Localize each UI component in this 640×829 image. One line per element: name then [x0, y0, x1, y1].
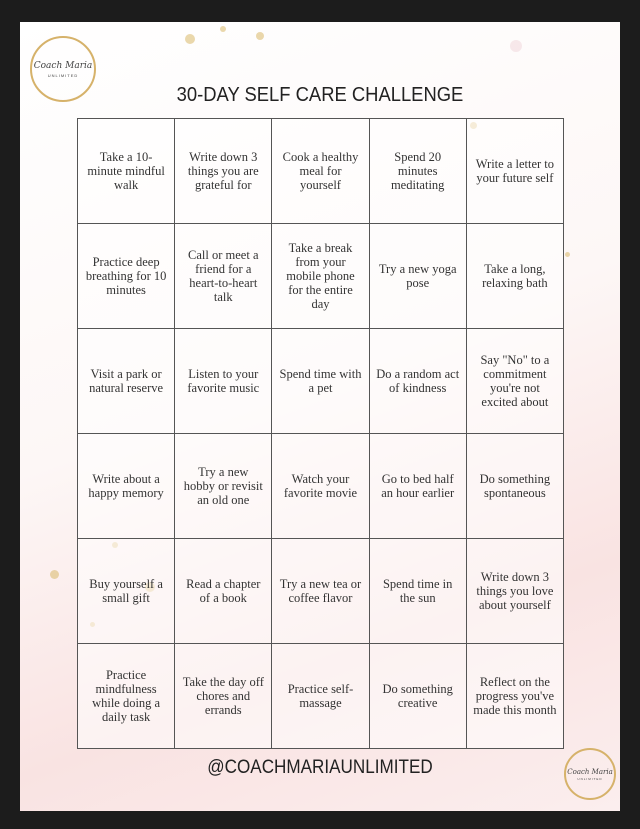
- logo-script-text: Coach Maria: [567, 767, 613, 776]
- challenge-cell: Buy yourself a small gift: [78, 539, 175, 644]
- challenge-cell: Read a chapter of a book: [175, 539, 272, 644]
- challenge-cell: Try a new tea or coffee flavor: [272, 539, 369, 644]
- logo-sub-text: UNLIMITED: [577, 776, 603, 781]
- challenge-cell: Say "No" to a commitment you're not excited about: [467, 329, 564, 434]
- challenge-cell: Try a new hobby or revisit an old one: [175, 434, 272, 539]
- challenge-cell: Take a long, relaxing bath: [467, 224, 564, 329]
- glitter-decoration: [510, 40, 522, 52]
- challenge-cell: Practice deep breathing for 10 minutes: [78, 224, 175, 329]
- page-title: 30-DAY SELF CARE CHALLENGE: [176, 84, 464, 106]
- logo-sub-text: UNLIMITED: [47, 72, 79, 78]
- challenge-cell: Take the day off chores and errands: [175, 644, 272, 749]
- challenge-cell: Spend time in the sun: [370, 539, 467, 644]
- glitter-decoration: [220, 26, 226, 32]
- challenge-cell: Visit a park or natural reserve: [78, 329, 175, 434]
- challenge-cell: Reflect on the progress you've made this month: [467, 644, 564, 749]
- challenge-cell: Go to bed half an hour earlier: [370, 434, 467, 539]
- challenge-sheet: [20, 22, 620, 811]
- challenge-cell: Take a break from your mobile phone for the entire day: [272, 224, 369, 329]
- challenge-cell: Write about a happy memory: [78, 434, 175, 539]
- brand-logo-small: [564, 748, 616, 800]
- challenge-cell: Write down 3 things you love about yourself: [467, 539, 564, 644]
- glitter-decoration: [565, 252, 570, 257]
- challenge-cell: Do something creative: [370, 644, 467, 749]
- challenge-cell: Write a letter to your future self: [467, 119, 564, 224]
- glitter-decoration: [256, 32, 264, 40]
- challenge-cell: Listen to your favorite music: [175, 329, 272, 434]
- challenge-cell: Watch your favorite movie: [272, 434, 369, 539]
- challenge-cell: Spend time with a pet: [272, 329, 369, 434]
- challenge-cell: Call or meet a friend for a heart-to-heart talk: [175, 224, 272, 329]
- challenge-grid: [77, 118, 564, 749]
- challenge-cell: Do a random act of kindness: [370, 329, 467, 434]
- challenge-cell: Take a 10-minute mindful walk: [78, 119, 175, 224]
- challenge-cell: Do something spontaneous: [467, 434, 564, 539]
- glitter-decoration: [185, 34, 195, 44]
- challenge-cell: Practice mindfulness while doing a daily task: [78, 644, 175, 749]
- challenge-cell: Write down 3 things you are grateful for: [175, 119, 272, 224]
- challenge-cell: Spend 20 minutes meditating: [370, 119, 467, 224]
- glitter-decoration: [50, 570, 59, 579]
- social-handle: @COACHMARIAUNLIMITED: [207, 757, 433, 778]
- challenge-cell: Try a new yoga pose: [370, 224, 467, 329]
- logo-script-text: Coach Maria: [33, 60, 93, 71]
- challenge-cell: Practice self-massage: [272, 644, 369, 749]
- challenge-cell: Cook a healthy meal for yourself: [272, 119, 369, 224]
